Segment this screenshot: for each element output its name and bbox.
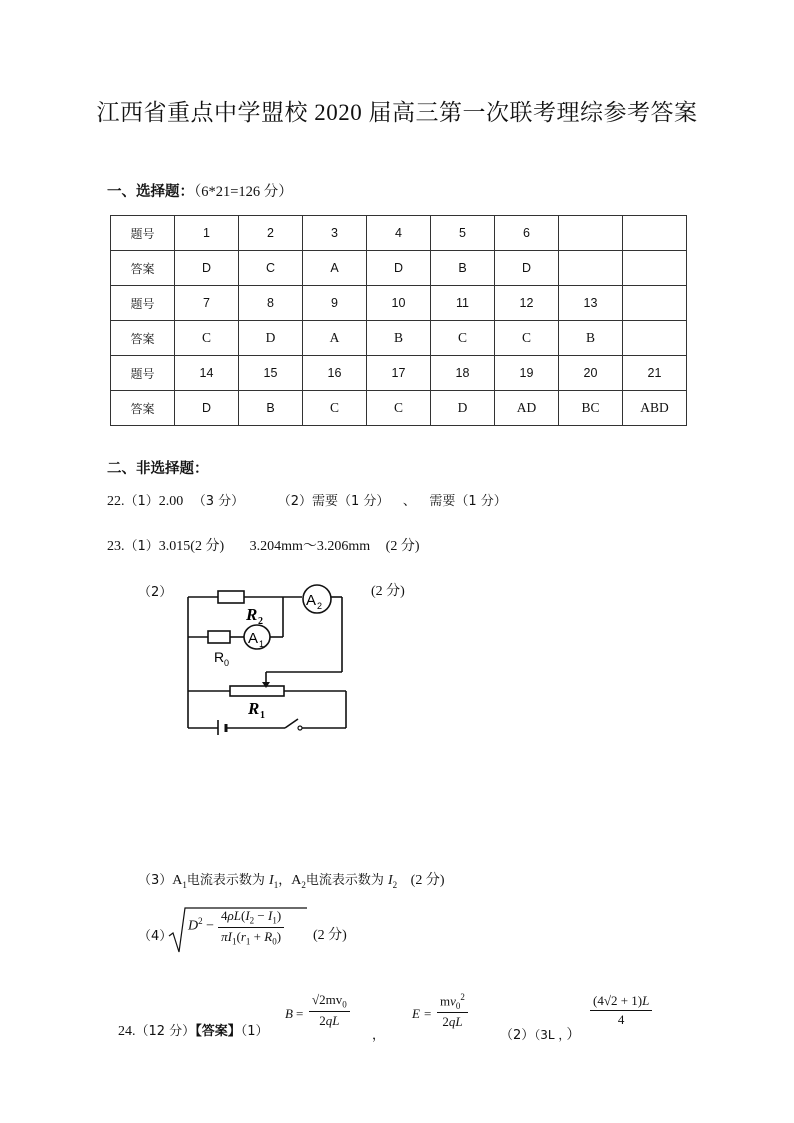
table-cell: 3 bbox=[303, 216, 367, 251]
q23-p2-score: (2 分) bbox=[371, 584, 405, 599]
table-cell bbox=[559, 216, 623, 251]
resistor-r1-symbol bbox=[230, 686, 284, 696]
table-cell: B bbox=[239, 391, 303, 426]
table-cell: B bbox=[559, 321, 623, 356]
resistor-r2-symbol bbox=[218, 591, 244, 603]
label-r2-sub: 2 bbox=[258, 616, 263, 627]
label-r0: R bbox=[214, 649, 225, 665]
formula-d-squared: $D^2$ − bbox=[188, 916, 215, 934]
q23-p3-a1-sub: 1 bbox=[182, 879, 187, 890]
answer-table bbox=[110, 215, 687, 426]
label-r2: R bbox=[246, 605, 258, 624]
q23-p1-score: (2 分) bbox=[385, 539, 420, 554]
table-cell: AD bbox=[495, 391, 559, 426]
section-heading-choice-text: 一、选择题： bbox=[107, 184, 194, 200]
label-a1-sub: 1 bbox=[259, 639, 265, 649]
table-cell: D bbox=[367, 251, 431, 286]
q22-p1-value: 2.00 bbox=[158, 494, 184, 509]
q24-comma: ， bbox=[372, 1028, 386, 1043]
q24-formula-coordinate: $\frac{(4√2 + 1)L}{4}$ bbox=[590, 993, 652, 1028]
table-cell: C bbox=[495, 321, 559, 356]
label-a2-sub: 2 bbox=[317, 601, 323, 611]
table-cell: 21 bbox=[623, 356, 687, 391]
table-cell: 15 bbox=[239, 356, 303, 391]
table-cell bbox=[559, 251, 623, 286]
table-cell: BC bbox=[559, 391, 623, 426]
q22-p2-label: （2） bbox=[277, 494, 312, 509]
table-cell: C bbox=[239, 251, 303, 286]
table-row bbox=[111, 321, 687, 356]
q24-p2-close: ） bbox=[566, 1028, 581, 1043]
q23-p3-comma: ， bbox=[278, 873, 292, 888]
label-a1: A bbox=[248, 630, 259, 647]
table-cell: 6 bbox=[495, 216, 559, 251]
table-row-label: 答案 bbox=[111, 321, 175, 356]
table-row bbox=[111, 286, 687, 321]
table-cell: 20 bbox=[559, 356, 623, 391]
table-cell: C bbox=[431, 321, 495, 356]
table-cell: D bbox=[175, 391, 239, 426]
table-cell: C bbox=[367, 391, 431, 426]
q24-score: （12 分） bbox=[135, 1024, 196, 1039]
table-cell bbox=[623, 216, 687, 251]
q22-p2-text-b: 需要（1 分） bbox=[429, 494, 507, 509]
table-cell: D bbox=[431, 391, 495, 426]
formula-fraction: $\frac{4\rho L(I_2 - I_1)}{\pi I_1(r_1 + R_0)}$ bbox=[218, 908, 284, 946]
table-row bbox=[111, 251, 687, 286]
table-cell: 11 bbox=[431, 286, 495, 321]
q22-number: 22. bbox=[107, 494, 125, 509]
table-cell bbox=[623, 321, 687, 356]
label-r0-sub: 0 bbox=[224, 658, 230, 668]
table-row-label: 答案 bbox=[111, 391, 175, 426]
q23-p3-text2: 电流表示数为 bbox=[305, 873, 388, 888]
q23-p3-label: （3） bbox=[138, 873, 173, 888]
q23-line-3 bbox=[138, 869, 445, 890]
q23-p3-a2: A bbox=[291, 873, 302, 888]
page-title: 江西省重点中学盟校 2020 届高三第一次联考理综参考答案 bbox=[96, 100, 698, 125]
table-cell bbox=[623, 251, 687, 286]
table-cell: 16 bbox=[303, 356, 367, 391]
q23-p1-range: 3.204mm～3.206mm bbox=[249, 539, 371, 554]
table-cell: ABD bbox=[623, 391, 687, 426]
table-cell: A bbox=[303, 321, 367, 356]
q22-p1-label: （1） bbox=[124, 494, 159, 509]
q23-p3-a1: A bbox=[172, 873, 183, 888]
table-row-label: 题号 bbox=[111, 286, 175, 321]
table-cell: B bbox=[367, 321, 431, 356]
q22-separator: 、 bbox=[402, 494, 416, 509]
label-r1-sub: 1 bbox=[260, 710, 265, 721]
table-cell: 10 bbox=[367, 286, 431, 321]
q23-number: 23. bbox=[107, 539, 125, 554]
table-cell: A bbox=[303, 251, 367, 286]
table-cell: 13 bbox=[559, 286, 623, 321]
section-score: （6*21=126 分） bbox=[194, 184, 293, 200]
circuit-diagram bbox=[180, 580, 355, 735]
q23-p3-text1: 电流表示数为 bbox=[186, 873, 270, 888]
q24-p2-label: （2） bbox=[500, 1028, 535, 1043]
table-cell: 18 bbox=[431, 356, 495, 391]
table-cell bbox=[623, 286, 687, 321]
table-cell: 8 bbox=[239, 286, 303, 321]
table-cell: 5 bbox=[431, 216, 495, 251]
table-cell: 4 bbox=[367, 216, 431, 251]
table-cell: C bbox=[303, 391, 367, 426]
table-cell: D bbox=[495, 251, 559, 286]
label-a2: A bbox=[306, 592, 317, 609]
table-cell: 2 bbox=[239, 216, 303, 251]
q24-answer-tag: 【答案】 bbox=[195, 1024, 241, 1039]
q23-p3-i2: I bbox=[388, 873, 393, 888]
table-cell: B bbox=[431, 251, 495, 286]
table-cell: 7 bbox=[175, 286, 239, 321]
table-row-label: 答案 bbox=[111, 251, 175, 286]
q23-p4-label: （4） bbox=[138, 929, 173, 944]
q22-line bbox=[107, 490, 507, 510]
section-heading-nonchoice: 二、非选择题： bbox=[107, 461, 209, 477]
q22-p2-text-a: 需要（1 分） bbox=[311, 494, 390, 509]
table-row bbox=[111, 391, 687, 426]
table-row-label: 题号 bbox=[111, 216, 175, 251]
q23-p3-a2-sub: 2 bbox=[301, 879, 306, 890]
q23-p4-score: (2 分) bbox=[313, 928, 347, 943]
q24-p2-line bbox=[500, 1024, 580, 1044]
table-cell: 1 bbox=[175, 216, 239, 251]
q23-line-1 bbox=[107, 535, 420, 555]
table-cell: 17 bbox=[367, 356, 431, 391]
q24-p1-label: （1） bbox=[240, 1024, 269, 1039]
table-cell: C bbox=[175, 321, 239, 356]
table-cell: 14 bbox=[175, 356, 239, 391]
table-cell: D bbox=[175, 251, 239, 286]
resistor-r0-symbol bbox=[208, 631, 230, 643]
table-row bbox=[111, 356, 687, 391]
table-row bbox=[111, 216, 687, 251]
q24-number: 24. bbox=[118, 1024, 136, 1039]
q24-p2-open: （3L ， bbox=[534, 1028, 565, 1042]
q23-p1-label: （1） bbox=[124, 539, 159, 554]
table-cell: D bbox=[239, 321, 303, 356]
q22-p1-score: （3 分） bbox=[192, 494, 245, 509]
q23-p3-i1: I bbox=[269, 873, 274, 888]
label-r1: R bbox=[248, 699, 260, 718]
section-heading-choice bbox=[107, 180, 293, 201]
table-cell: 19 bbox=[495, 356, 559, 391]
q23-p3-score: (2 分) bbox=[410, 873, 445, 888]
q23-p3-i1-sub: 1 bbox=[273, 879, 279, 890]
q23-p2-label: （2） bbox=[138, 585, 173, 600]
table-cell: 12 bbox=[495, 286, 559, 321]
table-cell: 9 bbox=[303, 286, 367, 321]
q23-p1-value: 3.015(2 分) bbox=[158, 539, 225, 554]
q23-p3-i2-sub: 2 bbox=[392, 879, 398, 890]
table-row-label: 题号 bbox=[111, 356, 175, 391]
q24-line bbox=[118, 1020, 268, 1040]
